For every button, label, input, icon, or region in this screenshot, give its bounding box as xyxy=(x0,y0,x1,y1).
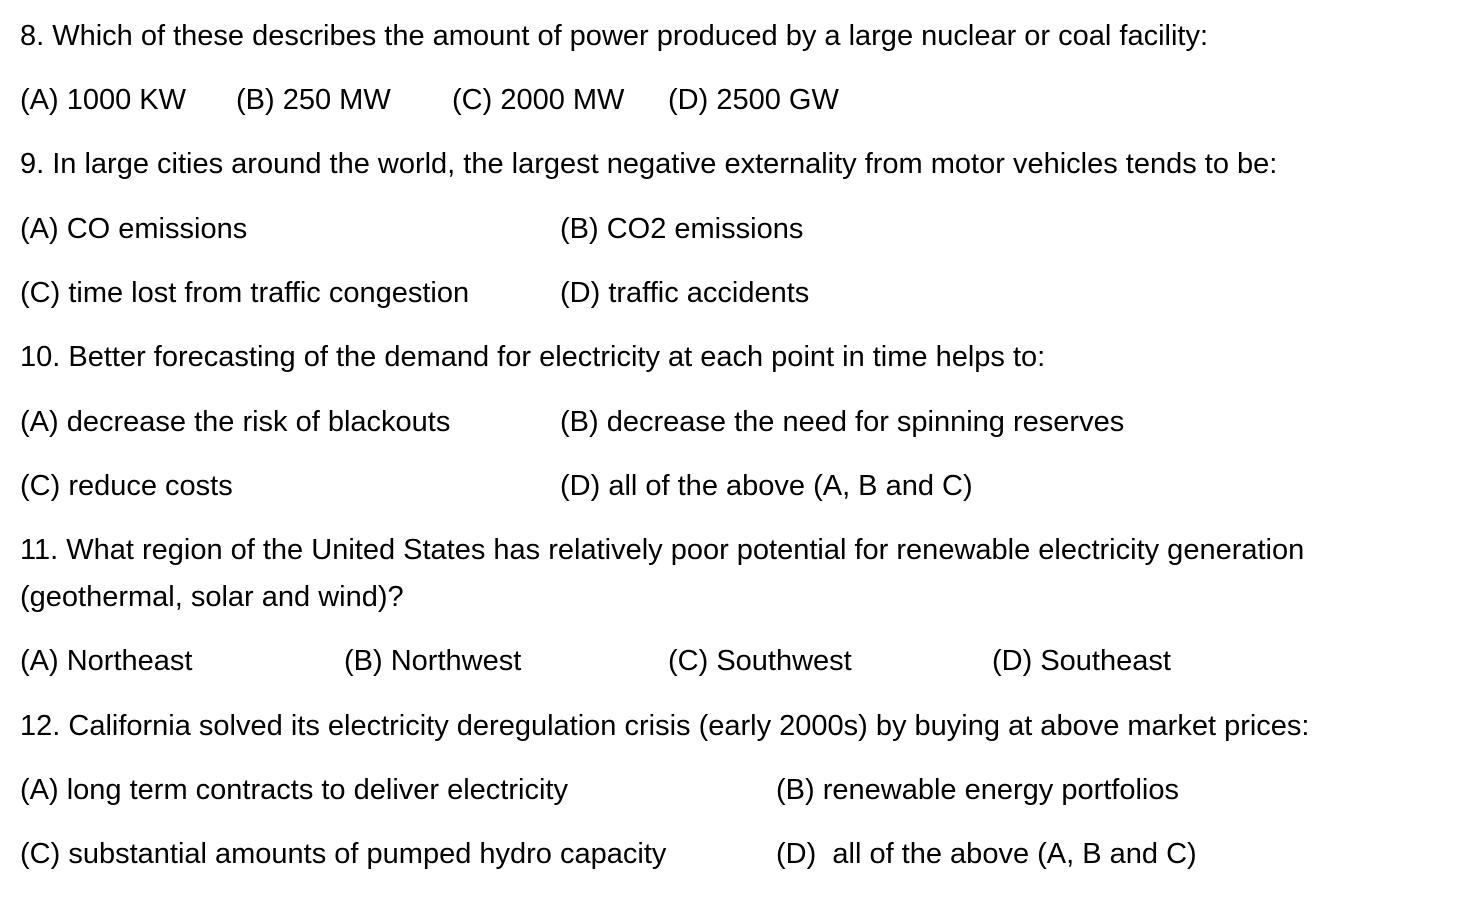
question-9-option-a: (A) CO emissions xyxy=(20,213,248,245)
question-12-option-a: (A) long term contracts to deliver electricity xyxy=(20,774,568,806)
question-12-option-c: (C) substantial amounts of pumped hydro capacity xyxy=(20,838,667,870)
question-11-text-line-1: 11. What region of the United States has relatively poor potential for renewable electricity generation xyxy=(20,534,1305,566)
question-11-option-a: (A) Northeast xyxy=(20,645,193,677)
question-12-option-d: (D) all of the above (A, B and C) xyxy=(776,838,1197,870)
question-10-option-a: (A) decrease the risk of blackouts xyxy=(20,406,451,438)
question-9-option-b: (B) CO2 emissions xyxy=(560,213,804,245)
question-11-option-d: (D) Southeast xyxy=(992,645,1171,677)
question-8-text: 8. Which of these describes the amount of power produced by a large nuclear or coal facility: xyxy=(20,20,1209,52)
question-8-option-d: (D) 2500 GW xyxy=(668,84,839,116)
question-12-option-b: (B) renewable energy portfolios xyxy=(776,774,1179,806)
question-9-option-c: (C) time lost from traffic congestion xyxy=(20,277,470,309)
question-9-option-d: (D) traffic accidents xyxy=(560,277,810,309)
question-10-option-d: (D) all of the above (A, B and C) xyxy=(560,470,973,502)
question-11-text-line-2: (geothermal, solar and wind)? xyxy=(20,581,404,613)
question-8-option-a: (A) 1000 KW xyxy=(20,84,186,116)
question-10-option-b: (B) decrease the need for spinning reserves xyxy=(560,406,1125,438)
question-9-text: 9. In large cities around the world, the largest negative externality from motor vehicles tends to be: xyxy=(20,148,1278,180)
question-8-option-c: (C) 2000 MW xyxy=(452,84,625,116)
question-8-option-b: (B) 250 MW xyxy=(236,84,391,116)
question-11-option-b: (B) Northwest xyxy=(344,645,522,677)
question-12-text: 12. California solved its electricity deregulation crisis (early 2000s) by buying at above market prices: xyxy=(20,710,1310,742)
question-10-text: 10. Better forecasting of the demand for electricity at each point in time helps to: xyxy=(20,341,1046,373)
question-10-option-c: (C) reduce costs xyxy=(20,470,233,502)
question-11-option-c: (C) Southwest xyxy=(668,645,852,677)
